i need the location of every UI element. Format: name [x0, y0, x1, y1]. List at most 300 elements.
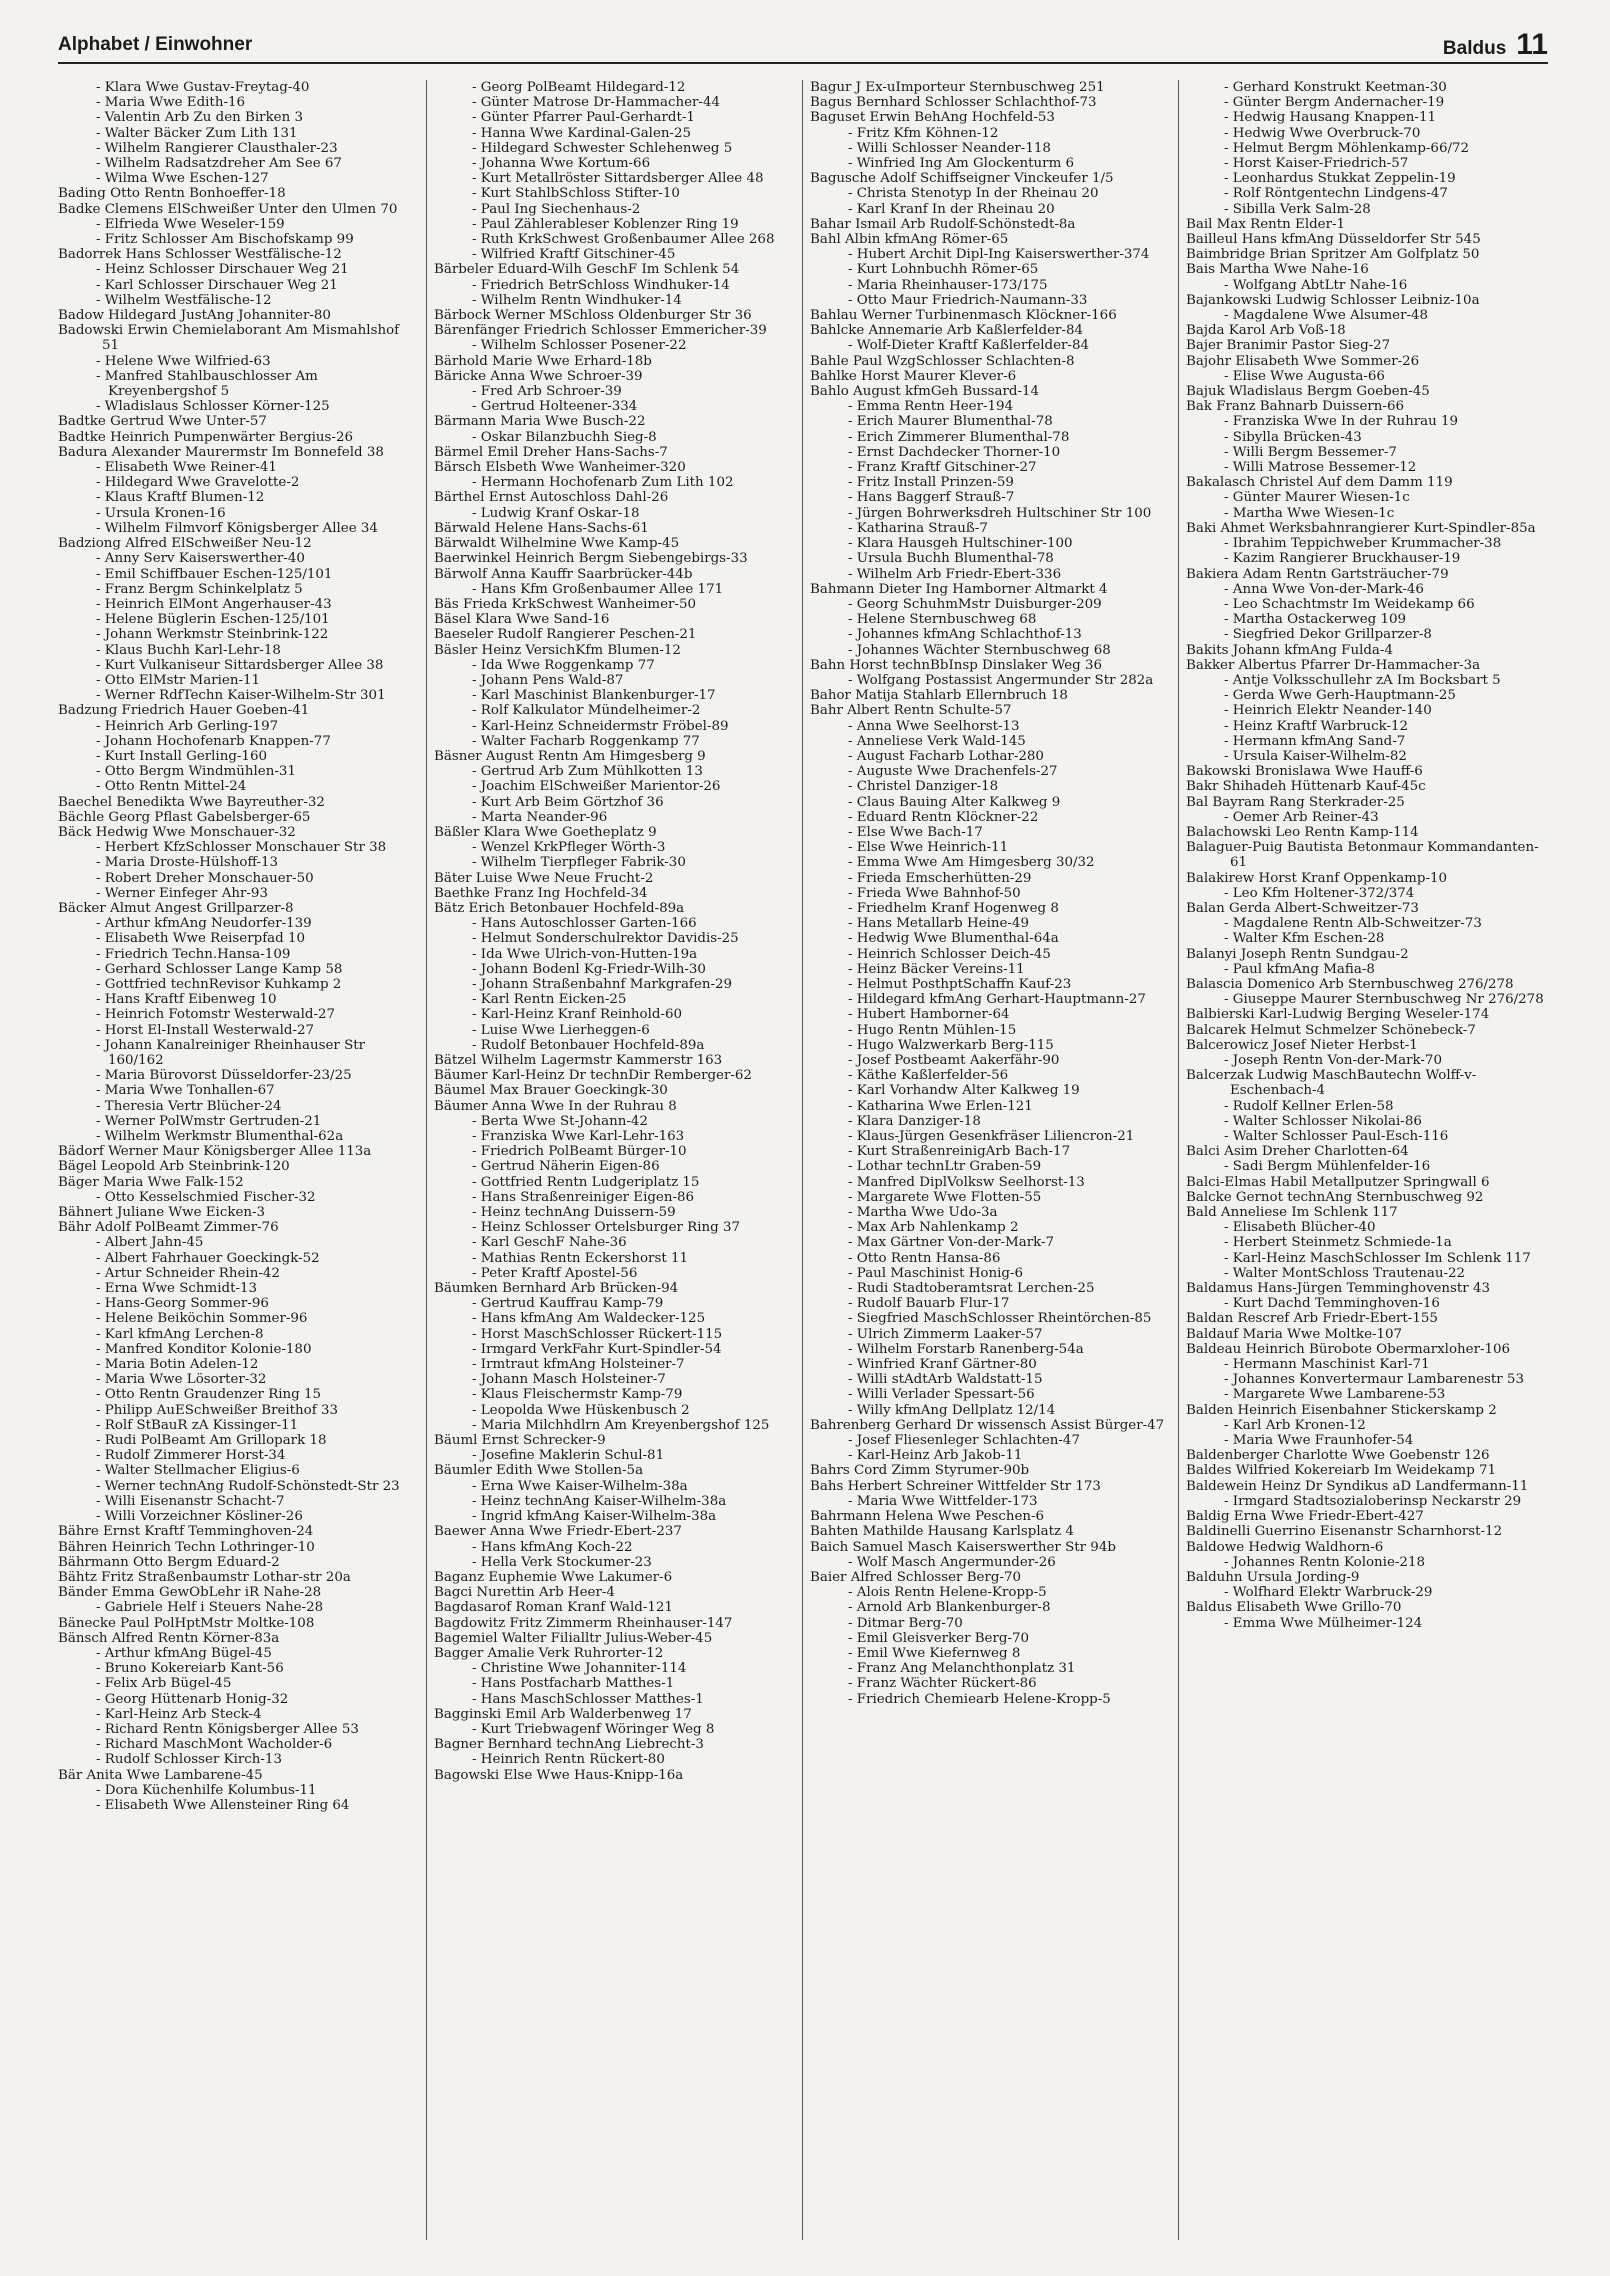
directory-entry: Bal Bayram Rang Sterkrader-25 [1186, 794, 1405, 810]
directory-entry: - Alois Rentn Helene-Kropp-5 [848, 1585, 1047, 1601]
directory-entry: Bahor Matija Stahlarb Ellernbruch 18 [810, 688, 1068, 704]
directory-entry: Baldinelli Guerrino Eisenanstr Scharnhorst-12 [1186, 1524, 1503, 1540]
running-head-name: Baldus [1442, 38, 1507, 59]
directory-entry: - Helmut PosthptSchaffn Kauf-23 [848, 976, 1072, 992]
directory-entry: - Irmtraut kfmAng Holsteiner-7 [472, 1357, 685, 1373]
directory-entry: Baethke Franz Ing Hochfeld-34 [434, 885, 648, 901]
directory-entry: - Franz Kraftf Gitschiner-27 [848, 460, 1037, 476]
directory-entry: - Günter Maurer Wiesen-1c [1224, 490, 1410, 506]
directory-entry: - Maria Bürovorst Düsseldorfer-23/25 [96, 1068, 352, 1084]
directory-entry: Bär Anita Wwe Lambarene-45 [58, 1767, 263, 1783]
directory-entry: - Arnold Arb Blankenburger-8 [848, 1600, 1051, 1616]
directory-entry: Bärwolf Anna Kauffr Saarbrücker-44b [434, 566, 693, 582]
directory-entry: - Klaus Fleischermstr Kamp-79 [472, 1387, 683, 1403]
directory-entry: Balanyi Joseph Rentn Sundgau-2 [1186, 946, 1409, 962]
directory-entry: - Winfried Kranf Gärtner-80 [848, 1357, 1037, 1373]
directory-entry: Baldes Wilfried Kokereiarb Im Weidekamp 71 [1186, 1463, 1497, 1479]
directory-entry: - Helene Beiköchin Sommer-96 [96, 1311, 308, 1327]
directory-entry: Baguset Erwin BehAng Hochfeld-53 [810, 110, 1055, 126]
directory-entry: - Fred Arb Schroer-39 [472, 384, 622, 400]
directory-entry: - Wladislaus Schlosser Körner-125 [96, 399, 330, 415]
directory-entry: - Friedrich PolBeamt Bürger-10 [472, 1144, 687, 1160]
directory-entry: - Wolf Masch Angermunder-26 [848, 1554, 1056, 1570]
directory-entry: - Leo Kfm Holtener-372/374 [1224, 885, 1415, 901]
directory-entry: - Lothar technLtr Graben-59 [848, 1159, 1042, 1175]
page-header [58, 28, 1548, 64]
directory-entry: - Hermann Hochofenarb Zum Lith 102 [472, 475, 734, 491]
directory-entry: - Gertrud Näherin Eigen-86 [472, 1159, 660, 1175]
directory-entry: - Walter MontSchloss Trautenau-22 [1224, 1265, 1466, 1281]
directory-entry: - Erna Wwe Kaiser-Wilhelm-38a [472, 1478, 688, 1494]
directory-entry: - Felix Arb Bügel-45 [96, 1676, 232, 1692]
directory-entry: - Max Arb Nahlenkamp 2 [848, 1220, 1019, 1236]
directory-entry: - Ida Wwe Ulrich-von-Hutten-19a [472, 946, 698, 962]
directory-entry: Badziong Alfred ElSchweißer Neu-12 [58, 536, 312, 552]
directory-entry: - Kurt Metallröster Sittardsberger Allee 48 [472, 171, 764, 187]
directory-entry: Bätz Erich Betonbauer Hochfeld-89a [434, 900, 685, 916]
directory-entry: - Hans Postfacharb Matthes-1 [472, 1676, 675, 1692]
directory-entry: Baldowe Hedwig Waldhorn-6 [1186, 1539, 1384, 1555]
directory-entry: - Ditmar Berg-70 [848, 1615, 963, 1631]
directory-entry: Bärmel Emil Dreher Hans-Sachs-7 [434, 444, 668, 460]
directory-entry: - Hildegard Schwester Schlehenweg 5 [472, 140, 733, 156]
directory-entry: - Rolf Kalkulator Mündelheimer-2 [472, 703, 701, 719]
directory-entry: - Jürgen Bohrwerksdreh Hultschiner Str 100 [848, 505, 1152, 521]
directory-entry: Bakker Albertus Pfarrer Dr-Hammacher-3a [1186, 657, 1481, 673]
directory-entry: Bärbeler Eduard-Wilh GeschF Im Schlenk 54 [434, 262, 740, 278]
directory-entry: - Hedwig Hausang Knappen-11 [1224, 110, 1436, 126]
directory-entry: - Erich Maurer Blumenthal-78 [848, 414, 1053, 430]
directory-entry: - Rudi Stadtoberamtsrat Lerchen-25 [848, 1281, 1095, 1297]
directory-entry: - Anny Serv Kaiserswerther-40 [96, 551, 305, 567]
directory-entry: - Wilhelm Forstarb Ranenberg-54a [848, 1341, 1084, 1357]
directory-entry: - Helmut Sonderschulrektor Davidis-25 [472, 931, 739, 947]
directory-entry: - Hans MaschSchlosser Matthes-1 [472, 1691, 704, 1707]
directory-entry: - Marta Neander-96 [472, 809, 608, 825]
directory-entry: - Karl GeschF Nahe-36 [472, 1235, 627, 1251]
directory-entry: - Ursula Kaiser-Wilhelm-82 [1224, 748, 1407, 764]
directory-entry: - Oskar Bilanzbuchh Sieg-8 [472, 429, 657, 445]
directory-entry: - Willi Verlader Spessart-56 [848, 1387, 1035, 1403]
directory-entry: - Willi stAdtArb Waldstatt-15 [848, 1372, 1043, 1388]
directory-entry: - Maria Wwe Tonhallen-67 [96, 1083, 275, 1099]
directory-entry: - Hildegard kfmAng Gerhart-Hauptmann-27 [848, 992, 1146, 1008]
directory-entry: Bäumel Max Brauer Goeckingk-30 [434, 1083, 668, 1099]
directory-entry: Baldauf Maria Wwe Moltke-107 [1186, 1326, 1403, 1342]
directory-entry: - Anneliese Verk Wald-145 [848, 733, 1026, 749]
directory-entry: Bahten Mathilde Hausang Karlsplatz 4 [810, 1524, 1074, 1540]
directory-entry: - Friedrich Techn.Hansa-109 [96, 946, 291, 962]
directory-entry: Bakr Shihadeh Hüttenarb Kauf-45c [1186, 779, 1426, 795]
directory-entry: Bahlcke Annemarie Arb Kaßlerfelder-84 [810, 323, 1083, 339]
directory-entry: Badow Hildegard JustAng Johanniter-80 [58, 308, 331, 324]
directory-entry: - Dora Küchenhilfe Kolumbus-11 [96, 1782, 317, 1798]
directory-entry: Bärsch Elsbeth Wwe Wanheimer-320 [434, 460, 686, 476]
directory-entry: - Klara Danziger-18 [848, 1113, 981, 1129]
directory-entry: - Rudolf Kellner Erlen-58 [1224, 1098, 1394, 1114]
directory-entry: - Hugo Rentn Mühlen-15 [848, 1022, 1017, 1038]
directory-entry: - Margarete Wwe Lambarene-53 [1224, 1387, 1446, 1403]
directory-entry: - Hans Kraftf Eibenweg 10 [96, 992, 277, 1008]
directory-entry: - Giuseppe Maurer Sternbuschweg Nr 276/278 [1224, 992, 1544, 1008]
directory-entry: - Elfrieda Wwe Weseler-159 [96, 216, 285, 232]
directory-entry: - Rudolf Schlosser Kirch-13 [96, 1752, 282, 1768]
directory-entry: - Sibilla Verk Salm-28 [1224, 201, 1371, 217]
directory-entry: Bahmann Dieter Ing Hamborner Altmarkt 4 [810, 581, 1108, 597]
directory-entry: - Georg PolBeamt Hildegard-12 [472, 80, 686, 95]
directory-entry: - Rudolf Zimmerer Horst-34 [96, 1448, 286, 1464]
directory-entry: - Karl-Heinz Arb Steck-4 [96, 1706, 262, 1722]
column-divider [802, 80, 803, 2240]
directory-entry: - Johannes Konvertermaur Lambarenestr 53 [1224, 1372, 1524, 1388]
directory-entry: - Max Gärtner Von-der-Mark-7 [848, 1235, 1055, 1251]
directory-entry: - Paul Ing Siechenhaus-2 [472, 201, 641, 217]
directory-entry: - Günter Bergm Andernacher-19 [1224, 95, 1445, 111]
directory-entry: - Eduard Rentn Klöckner-22 [848, 809, 1039, 825]
directory-entry: - Willi Vorzeichner Kösliner-26 [96, 1509, 303, 1525]
directory-entry: Badowski Erwin Chemielaborant Am Mismahlshof 51 [58, 323, 400, 354]
directory-entry: - Hugo Walzwerkarb Berg-115 [848, 1037, 1054, 1053]
directory-entry: - Elisabeth Wwe Reiner-41 [96, 460, 277, 476]
directory-entry: - Friedrich BetrSchloss Windhuker-14 [472, 277, 730, 293]
directory-entry: - Walter Stellmacher Eligius-6 [96, 1463, 300, 1479]
directory-columns [58, 80, 1548, 2260]
directory-entry: Bail Max Rentn Elder-1 [1186, 216, 1346, 232]
directory-entry: - Hermann Maschinist Karl-71 [1224, 1357, 1430, 1373]
directory-entry: - Rolf StBauR zA Kissinger-11 [96, 1417, 299, 1433]
directory-entry: - Margarete Wwe Flotten-55 [848, 1189, 1042, 1205]
directory-entry: - Friedrich Chemiearb Helene-Kropp-5 [848, 1691, 1111, 1707]
directory-entry: Balachowski Leo Rentn Kamp-114 [1186, 824, 1419, 840]
directory-entry: - Paul Zählerableser Koblenzer Ring 19 [472, 216, 739, 232]
directory-entry: Balaguer-Puig Bautista Betonmaur Kommandanten-61 [1186, 840, 1539, 871]
directory-entry: Bäsner August Rentn Am Himgesberg 9 [434, 748, 706, 764]
directory-entry: - Josef Postbeamt Aakerfähr-90 [848, 1053, 1060, 1068]
directory-entry: - Emil Wwe Kiefernweg 8 [848, 1645, 1021, 1661]
directory-entry: - Klara Hausgeh Hultschiner-100 [848, 536, 1073, 552]
directory-entry: Bagdowitz Fritz Zimmerm Rheinhauser-147 [434, 1615, 733, 1631]
directory-entry: - Manfred DiplVolksw Seelhorst-13 [848, 1174, 1085, 1190]
directory-entry: Bächle Georg Pflast Gabelsberger-65 [58, 809, 311, 825]
directory-entry: - Karl-Heinz Schneidermstr Fröbel-89 [472, 718, 729, 734]
directory-entry: - Otto Rentn Hansa-86 [848, 1250, 1001, 1266]
directory-entry: Bäricke Anna Wwe Schroer-39 [434, 368, 643, 384]
directory-entry: - Ibrahim Teppichweber Krummacher-38 [1224, 536, 1502, 552]
directory-entry: - Robert Dreher Monschauer-50 [96, 870, 314, 886]
directory-entry: - Christel Danziger-18 [848, 779, 999, 795]
directory-entry: - Katharina Strauß-7 [848, 520, 988, 536]
directory-entry: - Richard Rentn Königsberger Allee 53 [96, 1721, 359, 1737]
directory-entry: Badzung Friedrich Hauer Goeben-41 [58, 703, 310, 719]
directory-entry: - Emma Rentn Heer-194 [848, 399, 1014, 415]
directory-entry: - Gottfried technRevisor Kuhkamp 2 [96, 976, 342, 992]
directory-entry: - Antje Volksschullehr zA Im Bocksbart 5 [1224, 672, 1501, 688]
directory-entry: Bakits Johann kfmAng Fulda-4 [1186, 642, 1393, 658]
directory-entry: - Kurt Triebwagenf Wöringer Weg 8 [472, 1721, 715, 1737]
directory-entry: Bagusche Adolf Schiffseigner Vinckeufer 1/5 [810, 171, 1114, 187]
directory-entry: - Maria Wwe Fraunhofer-54 [1224, 1433, 1414, 1449]
directory-entry: - Johann Werkmstr Steinbrink-122 [96, 627, 329, 643]
directory-entry: Bähre Ernst Kraftf Temminghoven-24 [58, 1524, 314, 1540]
directory-entry: - Heinrich Schlosser Deich-45 [848, 946, 1051, 962]
directory-entry: Badtke Gertrud Wwe Unter-57 [58, 414, 267, 430]
directory-entry: - Wilhelm Radsatzdreher Am See 67 [96, 156, 342, 172]
directory-entry: - Maria Droste-Hülshoff-13 [96, 855, 279, 871]
directory-entry: - Gerhard Konstrukt Keetman-30 [1224, 80, 1447, 95]
directory-entry: Balduhn Ursula Jording-9 [1186, 1569, 1360, 1585]
directory-entry: - Oemer Arb Reiner-43 [1224, 809, 1379, 825]
directory-entry: - Ulrich Zimmerm Laaker-57 [848, 1326, 1043, 1342]
directory-entry: - Werner technAng Rudolf-Schönstedt-Str 23 [96, 1478, 400, 1494]
directory-entry: - Franz Wächter Rückert-86 [848, 1676, 1037, 1692]
directory-entry: - Elisabeth Blücher-40 [1224, 1220, 1376, 1236]
directory-entry: - Magdalene Rentn Alb-Schweitzer-73 [1224, 916, 1482, 932]
directory-entry: Bähnert Juliane Wwe Eicken-3 [58, 1205, 266, 1221]
directory-entry: - Johann Straßenbahnf Markgrafen-29 [472, 976, 733, 992]
directory-entry: - Maria Wwe Lösorter-32 [96, 1372, 267, 1388]
directory-entry: Bakalasch Christel Auf dem Damm 119 [1186, 475, 1453, 491]
directory-entry: Balci-Elmas Habil Metallputzer Springwall 6 [1186, 1174, 1490, 1190]
directory-entry: - Maria Botin Adelen-12 [96, 1357, 259, 1373]
directory-entry: Bahle Paul WzgSchlosser Schlachten-8 [810, 353, 1075, 369]
directory-entry: - Gottfried Rentn Ludgeriplatz 15 [472, 1174, 700, 1190]
directory-entry: - Johanna Wwe Kortum-66 [472, 156, 651, 172]
directory-column-4 [1186, 80, 1544, 2260]
directory-entry: - Wilhelm Rentn Windhuker-14 [472, 292, 682, 308]
directory-entry: - Otto Bergm Windmühlen-31 [96, 764, 296, 780]
directory-entry: Bahlo August kfmGeh Bussard-14 [810, 384, 1040, 400]
directory-entry: - Maria Wwe Wittfelder-173 [848, 1493, 1038, 1509]
directory-entry: - Ida Wwe Roggenkamp 77 [472, 657, 655, 673]
directory-entry: Bajuk Wladislaus Bergm Goeben-45 [1186, 384, 1430, 400]
directory-entry: - Paul kfmAng Mafia-8 [1224, 961, 1375, 977]
directory-entry: - Arthur kfmAng Bügel-45 [96, 1645, 272, 1661]
directory-entry: - Horst El-Install Westerwald-27 [96, 1022, 315, 1038]
directory-entry: - Manfred Stahlbauschlosser Am Kreyenbergshof 5 [96, 368, 318, 400]
directory-entry: Bährmann Otto Bergm Eduard-2 [58, 1554, 280, 1570]
directory-entry: - Auguste Wwe Drachenfels-27 [848, 764, 1058, 780]
directory-entry: - Friedhelm Kranf Hogenweg 8 [848, 900, 1059, 916]
directory-entry: - Horst MaschSchlosser Rückert-115 [472, 1326, 723, 1342]
directory-entry: Bajda Karol Arb Voß-18 [1186, 323, 1346, 339]
directory-entry: - Heinz Kraftf Warbruck-12 [1224, 718, 1409, 734]
directory-entry: - Heinrich Elektr Neander-140 [1224, 703, 1432, 719]
directory-entry: - Kazim Rangierer Bruckhauser-19 [1224, 551, 1461, 567]
directory-entry: - Katharina Wwe Erlen-121 [848, 1098, 1033, 1114]
directory-entry: Balcerzak Ludwig MaschBautechn Wolff-v-Eschenbach-4 [1186, 1068, 1477, 1099]
directory-entry: Baldig Erna Wwe Friedr-Ebert-427 [1186, 1509, 1424, 1525]
directory-entry: - Helene Wwe Wilfried-63 [96, 353, 271, 369]
directory-entry: - Anna Wwe Seelhorst-13 [848, 718, 1020, 734]
directory-entry: - Günter Matrose Dr-Hammacher-44 [472, 95, 720, 111]
directory-entry: - Hans Baggerf Strauß-7 [848, 490, 1015, 506]
directory-entry: Badura Alexander Maurermstr Im Bonnefeld 38 [58, 444, 384, 460]
directory-entry: - Josef Fliesenleger Schlachten-47 [848, 1433, 1080, 1449]
directory-entry: - Maria Milchhdlrn Am Kreyenbergshof 125 [472, 1417, 770, 1433]
directory-entry: Balakirew Horst Kranf Oppenkamp-10 [1186, 870, 1448, 886]
directory-entry: - Rudolf Bauarb Flur-17 [848, 1296, 1010, 1312]
directory-entry: - Johann Pens Wald-87 [472, 672, 624, 688]
directory-entry: - Siegfried Dekor Grillparzer-8 [1224, 627, 1432, 643]
directory-entry: - Berta Wwe St-Johann-42 [472, 1113, 648, 1129]
directory-entry: - Maria Rheinhauser-173/175 [848, 277, 1048, 293]
directory-entry: - Karl Kranf In der Rheinau 20 [848, 201, 1055, 217]
directory-entry: Bäger Maria Wwe Falk-152 [58, 1174, 244, 1190]
directory-entry: - Wilhelm Rangierer Clausthaler-23 [96, 140, 338, 156]
directory-entry: Baldenberger Charlotte Wwe Goebenstr 126 [1186, 1448, 1490, 1464]
directory-entry: - Manfred Konditor Kolonie-180 [96, 1341, 312, 1357]
directory-column-2 [434, 80, 792, 2260]
directory-entry: Badorrek Hans Schlosser Westfälische-12 [58, 247, 342, 263]
directory-entry: Bajohr Elisabeth Wwe Sommer-26 [1186, 353, 1420, 369]
directory-entry: - Emma Wwe Mülheimer-124 [1224, 1615, 1423, 1631]
directory-entry: Bäumken Bernhard Arb Brücken-94 [434, 1281, 679, 1297]
directory-entry: - Peter Kraftf Apostel-56 [472, 1265, 638, 1281]
directory-entry: - Sadi Bergm Mühlenfelder-16 [1224, 1159, 1431, 1175]
directory-entry: Baldamus Hans-Jürgen Temminghovenstr 43 [1186, 1281, 1491, 1297]
directory-entry: - Kurt StraßenreinigArb Bach-17 [848, 1144, 1071, 1160]
directory-entry: - Gertrud Kauffrau Kamp-79 [472, 1296, 664, 1312]
directory-entry: Bänder Emma GewObLehr iR Nahe-28 [58, 1585, 322, 1601]
directory-entry: - Wilfried Kraftf Gitschiner-45 [472, 247, 676, 263]
directory-entry: Bäck Hedwig Wwe Monschauer-32 [58, 824, 296, 840]
directory-entry: - Maria Wwe Edith-16 [96, 95, 246, 111]
directory-entry: - Anna Wwe Von-der-Mark-46 [1224, 581, 1424, 597]
directory-entry: - Hans-Georg Sommer-96 [96, 1296, 269, 1312]
directory-entry: - Helene Büglerin Eschen-125/101 [96, 612, 330, 628]
directory-entry: - Heinz Bäcker Vereins-11 [848, 961, 1025, 977]
directory-entry: - Kurt Lohnbuchh Römer-65 [848, 262, 1039, 278]
directory-entry: - Georg SchuhmMstr Duisburger-209 [848, 596, 1102, 612]
directory-entry: - Kurt Vulkaniseur Sittardsberger Allee 38 [96, 657, 384, 673]
section-title: Alphabet / Einwohner [58, 34, 253, 55]
directory-entry: - Karl Rentn Eicken-25 [472, 992, 627, 1008]
directory-entry: - Elisabeth Wwe Allensteiner Ring 64 [96, 1797, 350, 1813]
directory-entry: - Klaus Buchh Karl-Lehr-18 [96, 642, 281, 658]
directory-entry: - Bruno Kokereiarb Kant-56 [96, 1661, 284, 1677]
directory-entry: Bärbock Werner MSchloss Oldenburger Str 36 [434, 308, 752, 324]
directory-entry: Bahr Albert Rentn Schulte-57 [810, 703, 1012, 719]
directory-entry: - Ernst Dachdecker Thorner-10 [848, 444, 1061, 460]
directory-entry: - Helmut Bergm Möhlenkamp-66/72 [1224, 140, 1470, 156]
directory-entry: Bak Franz Bahnarb Duissern-66 [1186, 399, 1404, 415]
directory-entry: - Joseph Rentn Von-der-Mark-70 [1224, 1053, 1442, 1068]
directory-entry: Bärwaldt Wilhelmine Wwe Kamp-45 [434, 536, 680, 552]
directory-entry: Bagger Amalie Verk Ruhrorter-12 [434, 1645, 664, 1661]
directory-entry: - Gertrud Holteener-334 [472, 399, 638, 415]
directory-entry: - Hanna Wwe Kardinal-Galen-25 [472, 125, 692, 141]
directory-entry: - Winfried Ing Am Glockenturm 6 [848, 156, 1075, 172]
directory-entry: - Heinz technAng Duissern-59 [472, 1205, 676, 1221]
directory-entry: Bäs Frieda KrkSchwest Wanheimer-50 [434, 596, 696, 612]
directory-entry: - Wolfgang AbtLtr Nahe-16 [1224, 277, 1408, 293]
directory-entry: Baldus Elisabeth Wwe Grillo-70 [1186, 1600, 1402, 1616]
directory-entry: Bäsel Klara Wwe Sand-16 [434, 612, 610, 628]
directory-entry: Bärenfänger Friedrich Schlosser Emmericher-39 [434, 323, 767, 339]
directory-entry: - Johannes kfmAng Schlachthof-13 [848, 627, 1082, 643]
directory-entry: Balci Asim Dreher Charlotten-64 [1186, 1144, 1409, 1160]
directory-entry: - Klaus Kraftf Blumen-12 [96, 490, 265, 506]
directory-entry: - Albert Fahrhauer Goeckingk-52 [96, 1250, 320, 1266]
directory-entry: - Johannes Rentn Kolonie-218 [1224, 1554, 1425, 1570]
directory-entry: Bähr Adolf PolBeamt Zimmer-76 [58, 1220, 279, 1236]
directory-entry: - Otto ElMstr Marien-11 [96, 672, 261, 688]
directory-entry: - Fritz Install Prinzen-59 [848, 475, 1014, 491]
directory-entry: Bädorf Werner Maur Königsberger Allee 113a [58, 1144, 372, 1160]
directory-entry: - Heinrich Fotomstr Westerwald-27 [96, 1007, 336, 1023]
directory-entry: Bäumer Anna Wwe In der Ruhrau 8 [434, 1098, 677, 1114]
directory-entry: - Wilhelm Filmvorf Königsberger Allee 34 [96, 520, 378, 536]
directory-entry: - Karl Vorhandw Alter Kalkweg 19 [848, 1083, 1080, 1099]
directory-entry: Baldan Rescref Arb Friedr-Ebert-155 [1186, 1311, 1438, 1327]
directory-entry: Bakiera Adam Rentn Gartsträucher-79 [1186, 566, 1449, 582]
directory-entry: - Martha Wwe Udo-3a [848, 1205, 998, 1221]
directory-entry: - Wenzel KrkPfleger Wörth-3 [472, 840, 666, 856]
directory-entry: Bätzel Wilhelm Lagermstr Kammerstr 163 [434, 1053, 723, 1068]
directory-column-3 [810, 80, 1168, 2260]
directory-entry: Bahlke Horst Maurer Klever-6 [810, 368, 1017, 384]
directory-entry: - Käthe Kaßlerfelder-56 [848, 1068, 1009, 1084]
directory-entry: - Fritz Schlosser Am Bischofskamp 99 [96, 232, 354, 248]
directory-entry: - Otto Rentn Mittel-24 [96, 779, 247, 795]
directory-entry: - Ursula Kronen-16 [96, 505, 226, 521]
directory-entry: - Gerda Wwe Gerh-Hauptmann-25 [1224, 688, 1456, 704]
directory-entry: - Hella Verk Stockumer-23 [472, 1554, 652, 1570]
directory-entry: - Hedwig Wwe Blumenthal-64a [848, 931, 1059, 947]
directory-entry: - Wilma Wwe Eschen-127 [96, 171, 269, 187]
directory-entry: Baewer Anna Wwe Friedr-Ebert-237 [434, 1524, 682, 1540]
directory-entry: - Hans Autoschlosser Garten-166 [472, 916, 697, 932]
directory-entry: - Richard MaschMont Wacholder-6 [96, 1737, 333, 1753]
directory-entry: - August Facharb Lothar-280 [848, 748, 1044, 764]
directory-entry: - Gerhard Schlosser Lange Kamp 58 [96, 961, 343, 977]
directory-entry: - Irmgard Stadtsozialoberinsp Neckarstr 29 [1224, 1493, 1522, 1509]
directory-entry: - Fritz Kfm Köhnen-12 [848, 125, 999, 141]
directory-entry: - Otto Kesselschmied Fischer-32 [96, 1189, 316, 1205]
directory-entry: Bagner Bernhard technAng Liebrecht-3 [434, 1737, 704, 1753]
directory-entry: Balcarek Helmut Schmelzer Schönebeck-7 [1186, 1022, 1476, 1038]
directory-entry: Bäuml Ernst Schrecker-9 [434, 1433, 606, 1449]
directory-entry: - Willy kfmAng Dellplatz 12/14 [848, 1402, 1056, 1418]
directory-entry: Bäßler Klara Wwe Goetheplatz 9 [434, 824, 657, 840]
directory-entry: - Johann Masch Holsteiner-7 [472, 1372, 666, 1388]
directory-entry: - Wolfgang Postassist Angermunder Str 282a [848, 672, 1154, 688]
directory-entry: Bänsch Alfred Rentn Körner-83a [58, 1630, 280, 1646]
directory-entry: - Else Wwe Bach-17 [848, 824, 983, 840]
directory-entry: - Paul Maschinist Honig-6 [848, 1265, 1023, 1281]
directory-entry: - Sibylla Brücken-43 [1224, 429, 1362, 445]
directory-entry: - Werner Einfeger Ahr-93 [96, 885, 268, 901]
directory-entry: - Klaus-Jürgen Gesenkfräser Liliencron-21 [848, 1129, 1135, 1145]
directory-column-1 [58, 80, 416, 2260]
directory-entry: - Walter Schlosser Paul-Esch-116 [1224, 1129, 1449, 1145]
directory-entry: - Christine Wwe Johanniter-114 [472, 1661, 687, 1677]
directory-entry: Balcerowicz Josef Nieter Herbst-1 [1186, 1037, 1418, 1053]
directory-entry: - Wilhelm Schlosser Posener-22 [472, 338, 687, 354]
directory-entry: Baimbridge Brian Spritzer Am Golfplatz 50 [1186, 247, 1480, 263]
directory-entry: - Rudolf Betonbauer Hochfeld-89a [472, 1037, 705, 1053]
directory-entry: Badtke Heinrich Pumpenwärter Bergius-26 [58, 429, 353, 445]
directory-entry: Bahn Horst technBbInsp Dinslaker Weg 36 [810, 657, 1102, 673]
directory-entry: - Wilhelm Westfälische-12 [96, 292, 272, 308]
directory-entry: - Leo Schachtmstr Im Weidekamp 66 [1224, 596, 1475, 612]
directory-entry: - Johann Hochofenarb Knappen-77 [96, 733, 331, 749]
directory-entry: - Heinz Schlosser Ortelsburger Ring 37 [472, 1220, 741, 1236]
directory-entry: - Wilhelm Tierpfleger Fabrik-30 [472, 855, 686, 871]
directory-entry: - Werner RdfTechn Kaiser-Wilhelm-Str 301 [96, 688, 386, 704]
directory-entry: Bahrenberg Gerhard Dr wissensch Assist Bürger-47 [810, 1417, 1165, 1433]
directory-entry: - Hedwig Wwe Overbruck-70 [1224, 125, 1421, 141]
